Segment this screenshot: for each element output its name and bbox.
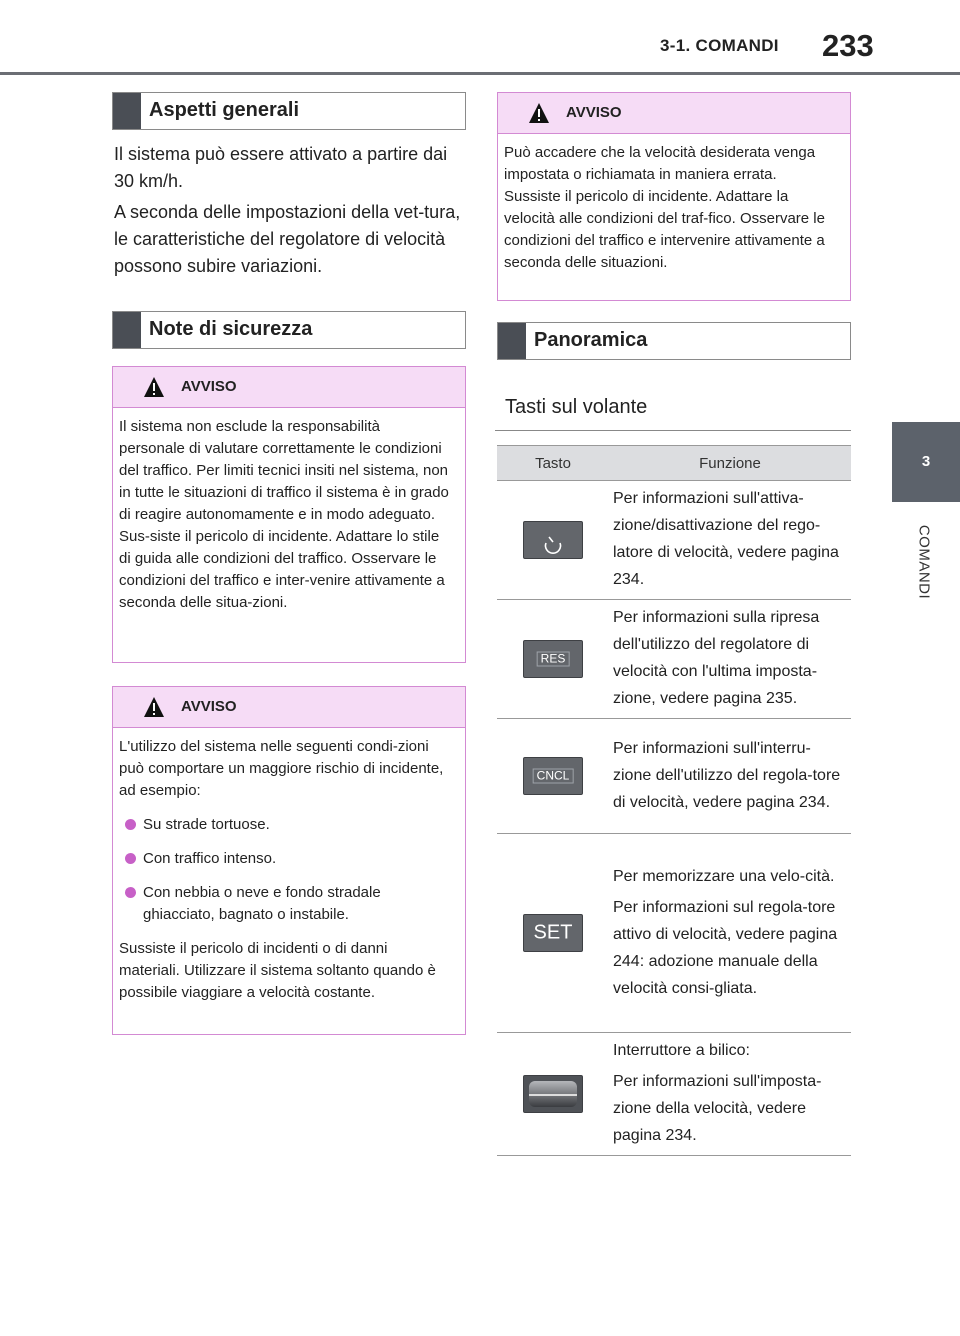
function-text: Per informazioni sull'imposta-zione della velocità, vedere pagina 234. <box>613 1073 822 1144</box>
warning-box <box>497 92 851 301</box>
chapter-label-text: COMANDI <box>915 524 933 600</box>
chapter-label <box>884 512 960 612</box>
column-header-funzione: Funzione <box>609 446 851 481</box>
warning-box <box>112 366 466 663</box>
warning-box <box>112 686 466 1035</box>
header-divider <box>0 72 960 75</box>
warning-triangle-icon <box>528 102 550 124</box>
paragraph: A seconda delle impostazioni della vet-tura, le caratteristiche del regolatore di velocità possono subire variazioni. <box>114 202 461 276</box>
warning-header <box>113 687 465 728</box>
key-cell <box>497 600 609 719</box>
key-cell <box>497 1033 609 1156</box>
heading-text: Note di sicurezza <box>149 318 313 340</box>
res-key-icon <box>523 640 583 678</box>
function-text: Interruttore a bilico: <box>613 1042 750 1059</box>
function-text: Per informazioni sul regola-tore attivo di velocità, vedere pagina 244: adozione manuale della velocità consi-gliata. <box>613 898 838 997</box>
warning-title: AVVISO <box>566 104 622 121</box>
function-text: Per informazioni sull'attiva-zione/disattivazione del rego-latore di velocità, vedere pagina 234. <box>613 490 839 588</box>
bullet-dot-icon <box>125 819 136 830</box>
function-cell <box>609 600 851 719</box>
warning-triangle-icon <box>143 376 165 398</box>
section-title: 3-1. COMANDI <box>660 36 779 55</box>
warning-text: Può accadere che la velocità desiderata venga impostata o richiamata in maniera errata. Sussiste il pericolo di incidente. Adattare la velocità alle condizioni del traf-fico. Osservare le condizioni del traffico e intervenire attivamente a seconda delle situazioni. <box>504 144 825 271</box>
key-label: SET <box>533 921 573 944</box>
warning-body <box>113 408 465 614</box>
heading-bar <box>113 93 141 129</box>
warning-title: AVVISO <box>181 698 237 715</box>
bullet-item <box>119 848 449 870</box>
table-row <box>497 719 851 834</box>
paragraph: Il sistema può essere attivato a partire dai 30 km/h. <box>114 144 448 191</box>
heading-text: Panoramica <box>534 329 648 351</box>
cruise-control-icon <box>523 521 583 559</box>
function-text: Per informazioni sulla ripresa dell'utilizzo del regolatore di velocità con l'ultima imposta-zione, vedere pagina 235. <box>613 609 820 707</box>
table-header-row <box>497 446 851 481</box>
key-cell <box>497 719 609 834</box>
table-row <box>497 834 851 1033</box>
function-cell <box>609 1033 851 1156</box>
heading-text: Aspetti generali <box>149 99 300 121</box>
key-label: CNCL <box>533 769 574 784</box>
steering-keys-table <box>497 445 851 1156</box>
rocker-switch-icon <box>523 1075 583 1113</box>
bullet-item <box>119 814 449 836</box>
warning-header <box>498 93 850 134</box>
warning-body <box>113 728 465 1004</box>
key-cell <box>497 481 609 600</box>
subheading-tasti-volante <box>495 386 851 431</box>
warning-triangle-icon <box>143 696 165 718</box>
key-label: RES <box>537 652 570 667</box>
warning-body <box>498 134 850 274</box>
page-number: 233 <box>822 28 874 63</box>
chapter-tab: 3 <box>892 422 960 502</box>
warning-header <box>113 367 465 408</box>
function-cell <box>609 481 851 600</box>
bullet-dot-icon <box>125 887 136 898</box>
bullet-dot-icon <box>125 853 136 864</box>
warning-text: Il sistema non esclude la responsabilità personale di valutare correttamente le condizioni del traffico. Per limiti tecnici insiti nel sistema, non in tutte le situazioni di traffico il sistema è in grado di reagire autonomamente e in modo adeguato. Sus-siste il pericolo di incidente. Adattare lo stile di guida alle condizioni del traffico. Osservare le condizioni del traffico e inter-venire attivamente a seconda delle situa-zioni. <box>119 418 449 611</box>
function-text: Per informazioni sull'interru-zione dell'utilizzo del regola-tore di velocità, vedere pagina 234. <box>613 739 841 811</box>
table-row <box>497 1033 851 1156</box>
heading-bar <box>498 323 526 359</box>
key-cell <box>497 834 609 1033</box>
bullet-text: Con nebbia o neve e fondo stradale ghiacciato, bagnato o instabile. <box>143 884 381 923</box>
heading-note-sicurezza <box>112 311 466 349</box>
heading-aspetti-generali <box>112 92 466 130</box>
warning-title: AVVISO <box>181 378 237 395</box>
table-row <box>497 481 851 600</box>
bullet-item <box>119 882 449 926</box>
table-row <box>497 600 851 719</box>
subheading-text: Tasti sul volante <box>505 396 648 418</box>
warning-intro: L'utilizzo del sistema nelle seguenti condi-zioni può comportare un maggiore rischio di incidente, ad esempio: <box>119 738 444 799</box>
heading-panoramica <box>497 322 851 360</box>
warning-outro: Sussiste il pericolo di incidenti o di danni materiali. Utilizzare il sistema soltanto quando è possibile viaggiare a velocità costante. <box>119 940 436 1001</box>
bullet-text: Con traffico intenso. <box>143 850 277 867</box>
heading-bar <box>113 312 141 348</box>
function-cell <box>609 834 851 1033</box>
function-cell <box>609 719 851 834</box>
function-text: Per memorizzare una velo-cità. <box>613 867 835 885</box>
bullet-text: Su strade tortuose. <box>143 816 270 833</box>
cncl-key-icon <box>523 757 583 795</box>
column-header-tasto: Tasto <box>497 446 609 481</box>
set-key-icon <box>523 914 583 952</box>
